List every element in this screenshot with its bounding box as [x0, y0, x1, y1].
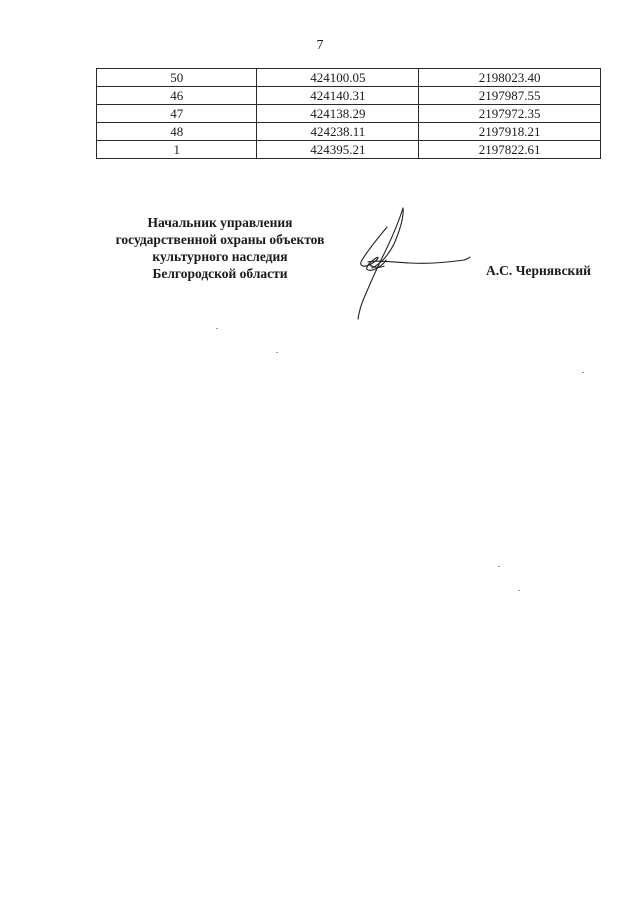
y-coordinate-cell: 2197972.35 [419, 105, 601, 123]
x-coordinate-cell: 424140.31 [257, 87, 419, 105]
page-number: 7 [316, 38, 324, 53]
y-coordinate-cell: 2198023.40 [419, 69, 601, 87]
point-number-cell: 46 [97, 87, 257, 105]
point-number-cell: 1 [97, 141, 257, 159]
coordinates-table [96, 68, 601, 159]
signatory-position-title [90, 214, 350, 282]
x-coordinate-cell: 424100.05 [257, 69, 419, 87]
scan-speck [216, 328, 218, 329]
y-coordinate-cell: 2197918.21 [419, 123, 601, 141]
handwritten-signature [340, 202, 480, 322]
table-row [97, 105, 601, 123]
y-coordinate-cell: 2197822.61 [419, 141, 601, 159]
point-number-cell: 47 [97, 105, 257, 123]
scan-speck [276, 352, 278, 353]
point-number-cell: 50 [97, 69, 257, 87]
x-coordinate-cell: 424395.21 [257, 141, 419, 159]
scan-speck [498, 566, 500, 567]
y-coordinate-cell: 2197987.55 [419, 87, 601, 105]
signatory-name: А.С. Чернявский [486, 263, 591, 278]
scan-speck [582, 372, 584, 373]
x-coordinate-cell: 424138.29 [257, 105, 419, 123]
position-title-line: Белгородской области [152, 266, 288, 281]
table-row [97, 141, 601, 159]
position-title-line: государственной охраны объектов [115, 232, 325, 247]
scan-speck [518, 590, 520, 591]
table-row [97, 123, 601, 141]
table-row [97, 69, 601, 87]
table-row [97, 87, 601, 105]
x-coordinate-cell: 424238.11 [257, 123, 419, 141]
position-title-line: культурного наследия [152, 249, 288, 264]
point-number-cell: 48 [97, 123, 257, 141]
position-title-line: Начальник управления [147, 215, 293, 230]
